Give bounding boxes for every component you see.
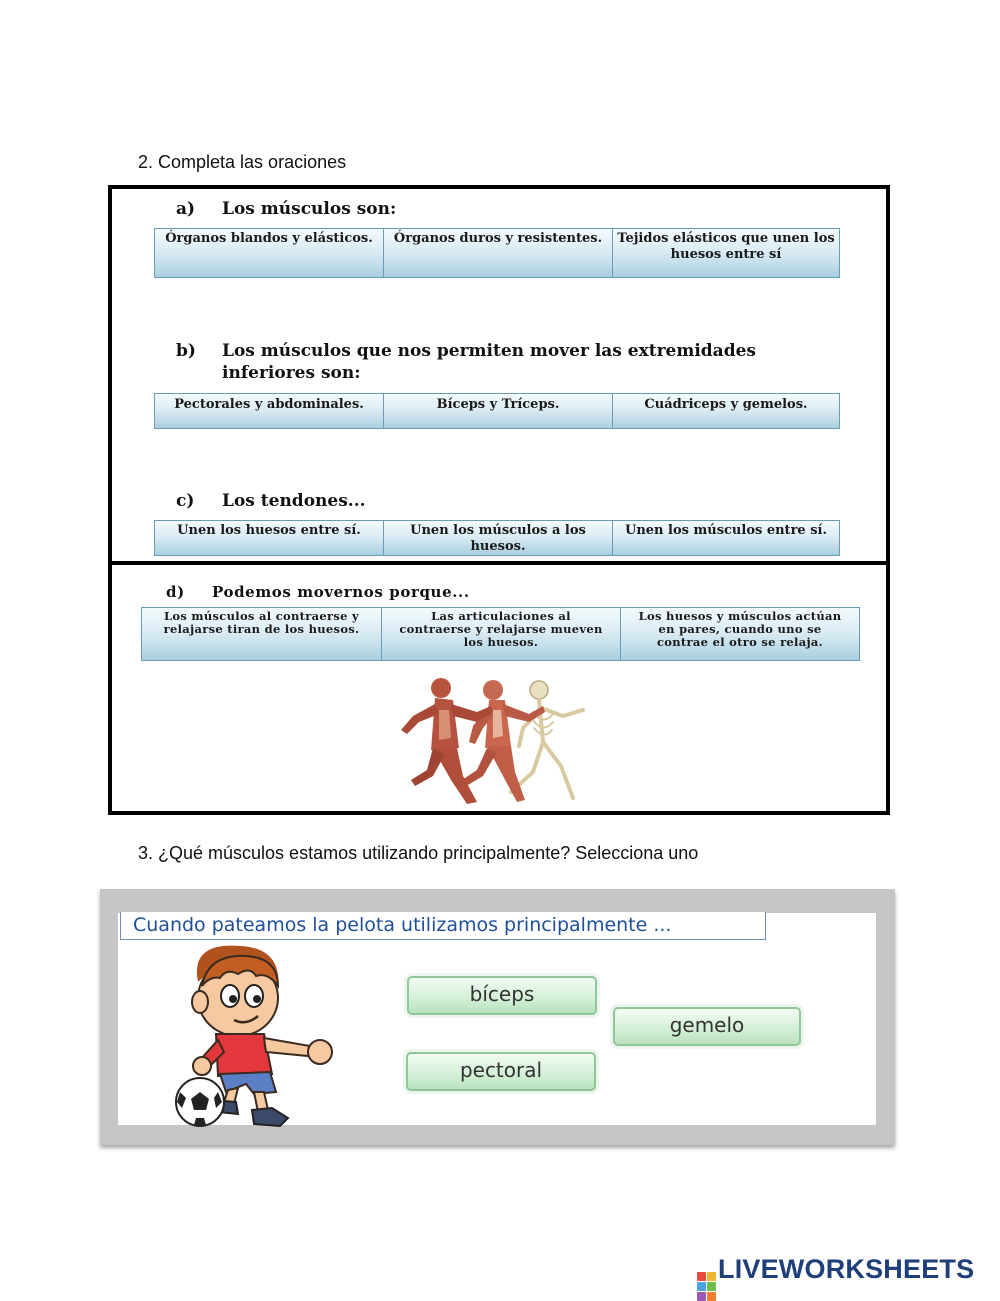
liveworksheets-logo-icon (697, 1272, 716, 1301)
choice-biceps-button[interactable]: bíceps (407, 976, 597, 1015)
liveworksheets-logo[interactable] (697, 1254, 974, 1301)
question-b-text: Los músculos que nos permiten mover las extremidades inferiores son: (222, 341, 756, 383)
question-c-option-1[interactable]: Unen los huesos entre sí. (154, 520, 383, 556)
question-a-option-3[interactable]: Tejidos elásticos que unen los huesos entre sí (612, 228, 840, 278)
question-b-options (154, 393, 840, 429)
question-a-letter: a) (176, 199, 196, 219)
choice-pectoral-button[interactable]: pectoral (406, 1052, 596, 1091)
question-a-option-1[interactable]: Órganos blandos y elásticos. (154, 228, 383, 278)
question-c-options (154, 520, 840, 556)
question-d-label (166, 581, 470, 603)
section3-heading: 3. ¿Qué músculos estamos utilizando principalmente? Selecciona uno (138, 843, 699, 863)
quiz-prompt: Cuando pateamos la pelota utilizamos principalmente ... (120, 912, 766, 940)
question-c-option-3[interactable]: Unen los músculos entre sí. (612, 520, 840, 556)
question-c-text: Los tendones... (222, 491, 366, 511)
question-a-option-2[interactable]: Órganos duros y resistentes. (383, 228, 612, 278)
question-a-label (176, 198, 396, 220)
question-b-letter: b) (176, 341, 196, 361)
question-c-letter: c) (176, 491, 195, 511)
boy-kicking-ball-icon (160, 942, 345, 1130)
question-c-option-2[interactable]: Unen los músculos a los huesos. (383, 520, 612, 556)
question-d-options (141, 607, 860, 661)
question-d-option-2[interactable]: Las articulaciones al contraerse y relajarse mueven los huesos. (381, 607, 620, 661)
question-b-label (176, 340, 816, 384)
liveworksheets-logo-text: LIVEWORKSHEETS (718, 1254, 975, 1284)
section2-heading: 2. Completa las oraciones (138, 152, 347, 172)
question-d-text: Podemos movernos porque... (212, 583, 470, 601)
question-b-option-3[interactable]: Cuádriceps y gemelos. (612, 393, 840, 429)
question-d-option-1[interactable]: Los músculos al contraerse y relajarse tiran de los huesos. (141, 607, 381, 661)
question-c-label (176, 490, 366, 512)
question-a-text: Los músculos son: (222, 199, 397, 219)
question-b-option-2[interactable]: Bíceps y Tríceps. (383, 393, 612, 429)
question-d-letter: d) (166, 583, 185, 601)
running-anatomy-figures-icon (393, 676, 603, 811)
choice-gemelo-button[interactable]: gemelo (613, 1007, 801, 1046)
question-b-option-1[interactable]: Pectorales y abdominales. (154, 393, 383, 429)
question-d-option-3[interactable]: Los huesos y músculos actúan en pares, cuando uno se contrae el otro se relaja. (620, 607, 860, 661)
question-a-options (154, 228, 840, 278)
